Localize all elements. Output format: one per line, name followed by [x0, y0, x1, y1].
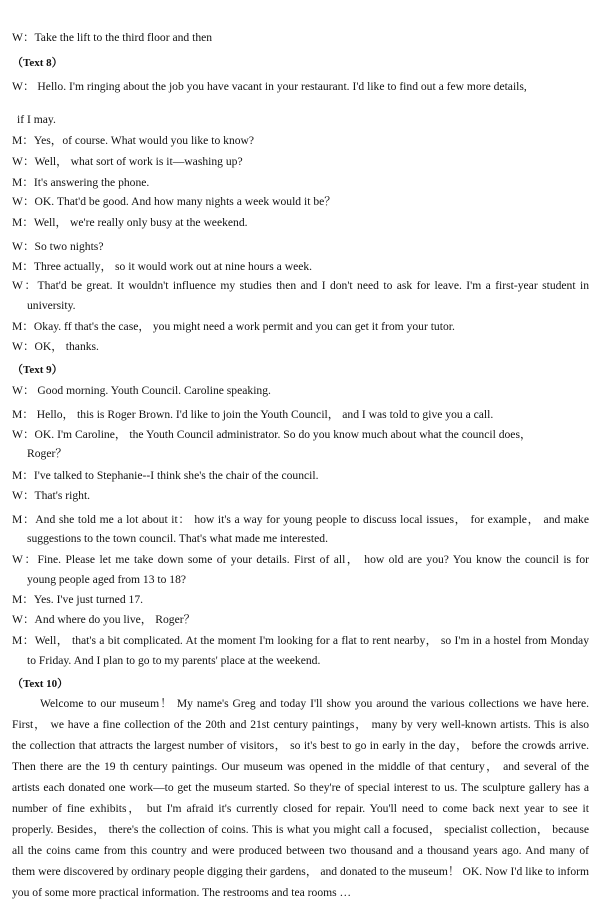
- monologue-line: artists each donated one work—to get the museum started. So they're of special interest to us. The sculpture gallery has a: [12, 781, 589, 794]
- dialogue-line-continuation: young people aged from 13 to 18?: [27, 573, 187, 586]
- dialogue-line: W：Take the lift to the third floor and then: [12, 31, 213, 44]
- dialogue-line: M：It's answering the phone.: [12, 176, 150, 189]
- dialogue-line: W：Fine. Please let me take down some of your details. First of all， how old are you? You know the council is for: [12, 553, 589, 566]
- monologue-line: First， we have a fine collection of the 20th and 21st century paintings， many by very well-known artists. This is also: [12, 718, 589, 731]
- dialogue-line-continuation: if I may.: [17, 113, 56, 126]
- dialogue-line: W：So two nights?: [12, 240, 104, 253]
- dialogue-line: W：Well， what sort of work is it—washing up?: [12, 155, 243, 168]
- dialogue-line: W：OK. That'd be good. And how many nights a week would it be？: [12, 195, 336, 208]
- dialogue-line: W：That's right.: [12, 489, 91, 502]
- dialogue-line: M：Yes，of course. What would you like to know?: [12, 134, 255, 147]
- monologue-line: Welcome to our museum！ My name's Greg and today I'll show you around the various collections we have here.: [40, 697, 589, 710]
- monologue-line: the collection that attracts the largest number of visitors， so it's best to go in early in the day， before the crowds arrive.: [12, 739, 589, 752]
- dialogue-line: W：And where do you live， Roger？: [12, 613, 196, 626]
- dialogue-line: W：OK， thanks.: [12, 340, 99, 353]
- monologue-line: properly. Besides， there's the collection of coins. This is what you might call a focused， specialist collection， because: [12, 823, 589, 836]
- dialogue-line-continuation: suggestions to the town council. That's what made me interested.: [27, 532, 328, 545]
- dialogue-line: M：Well， that's a bit complicated. At the moment I'm looking for a flat to rent nearby， so I'm in a hostel from Monday: [12, 634, 589, 647]
- dialogue-line: W： Hello. I'm ringing about the job you have vacant in your restaurant. I'd like to find out a few more details,: [12, 80, 527, 93]
- dialogue-line: M： Hello， this is Roger Brown. I'd like to join the Youth Council， and I was told to give you a call.: [12, 408, 494, 421]
- dialogue-line: M：Yes. I've just turned 17.: [12, 593, 144, 606]
- monologue-line: you of some more practical information. The restrooms and tea rooms …: [12, 886, 352, 899]
- dialogue-line: M：I've talked to Stephanie--I think she's the chair of the council.: [12, 469, 319, 482]
- section-heading-text-9: （Text 9）: [12, 364, 63, 376]
- section-heading-text-10: （Text 10）: [12, 678, 69, 690]
- monologue-line: them were discovered by ordinary people digging their gardens， and donated to the museum！ OK. Now I'd like to inform: [12, 865, 589, 878]
- monologue-line: number of fine exhibits， but I'm afraid it's currently closed for repair. You'll need to come back next year to see it: [12, 802, 589, 815]
- dialogue-line: M：Well， we're really only busy at the weekend.: [12, 216, 248, 229]
- monologue-line: all the coins came from this country and were produced between two thousand and a thousand years ago. And many of: [12, 844, 589, 857]
- dialogue-line-continuation: Roger？: [27, 447, 67, 460]
- dialogue-line: M：Okay. ff that's the case， you might need a work permit and you can get it from your tutor.: [12, 320, 455, 333]
- dialogue-line-continuation: university.: [27, 299, 76, 312]
- section-heading-text-8: （Text 8）: [12, 57, 63, 69]
- dialogue-line: M：And she told me a lot about it： how it's a way for young people to discuss local issues， for example， and make: [12, 513, 589, 526]
- dialogue-line: W：OK. I'm Caroline， the Youth Council administrator. So do you know much about what the council does，: [12, 428, 532, 441]
- dialogue-line: W： Good morning. Youth Council. Caroline speaking.: [12, 384, 271, 397]
- monologue-line: Then there are the 19 th century paintings. Our museum was opened in the middle of that century， and several of the: [12, 760, 589, 773]
- dialogue-line: M：Three actually， so it would work out at nine hours a week.: [12, 260, 313, 273]
- dialogue-line-continuation: to Friday. And I plan to go to my parents' place at the weekend.: [27, 654, 321, 667]
- dialogue-line: W：That'd be great. It wouldn't influence my studies then and I don't need to ask for leave. I'm a first-year student in: [12, 279, 589, 292]
